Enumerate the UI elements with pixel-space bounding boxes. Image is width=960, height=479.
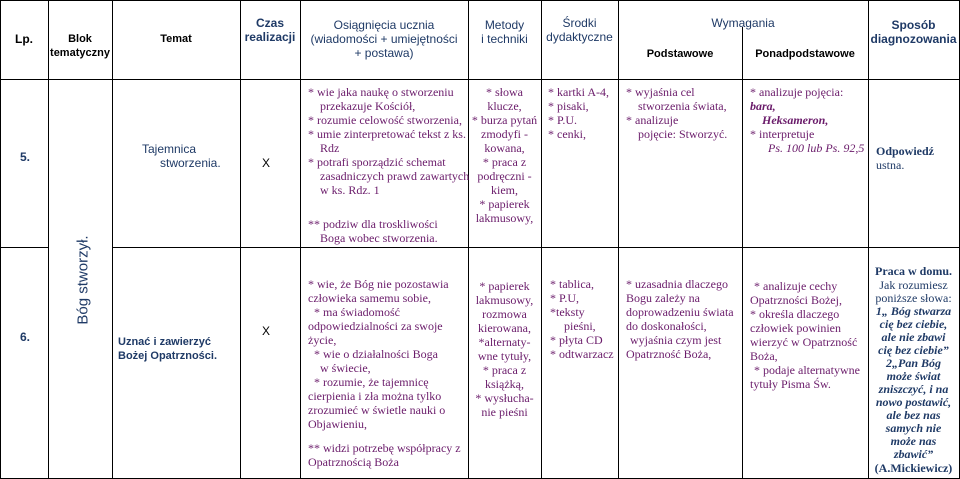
row-time: X <box>262 156 271 170</box>
achievement-line: * wie o działalności Boga <box>314 347 438 361</box>
method-line: * burza pytań <box>471 113 538 127</box>
diagnosis-line: ustna. <box>876 158 905 172</box>
resource-line: * cenki, <box>548 127 586 141</box>
header-temat: Temat <box>160 33 192 45</box>
requirement-line: wierzyć w Opatrzność <box>750 335 858 349</box>
header-czas-2: realizacji <box>244 30 296 44</box>
header-metody-1: Metody <box>484 18 525 32</box>
achievement-line: cierpienia i zła można tylko <box>308 389 442 403</box>
requirement-line: * wyjaśnia cel <box>626 85 695 99</box>
method-line: * praca z <box>482 363 527 377</box>
diagnosis-line: zbawić” <box>893 447 934 461</box>
row-number: 6. <box>20 330 31 344</box>
requirement-line: stworzenia świata, <box>638 99 727 113</box>
requirement-line: Opatrzność Boża, <box>626 347 712 361</box>
diagnosis-line: poniższe słowa: <box>875 291 952 305</box>
method-line: * papierek <box>479 279 530 293</box>
method-line: * papierek <box>479 197 530 211</box>
diagnosis-line: 2„Pan Bóg <box>885 356 941 370</box>
achievement-line: zasadniczych prawd zawartych <box>320 169 470 183</box>
header-osiagniecia-1: Osiągnięcia ucznia <box>333 18 435 32</box>
row-topic-line-1: Uznać i zawierzyć <box>118 336 211 348</box>
achievement-line: odpowiedzialności za swoje <box>308 319 443 333</box>
diagnosis-line: Odpowiedź <box>876 144 935 158</box>
blok-tematyczny-label: Bóg stworzył. <box>74 235 92 325</box>
resource-line: * P.U. <box>548 113 578 127</box>
requirement-line: bara, <box>750 99 776 113</box>
achievement-line: w ks. Rdz. 1 <box>320 183 380 197</box>
resource-line: *teksty <box>550 305 585 319</box>
diagnosis-line: 1„ Bóg stwarza <box>875 304 952 318</box>
requirement-line: * analizuje cechy <box>754 279 838 293</box>
achievement-line: człowieka samemu sobie, <box>308 291 431 305</box>
resource-line: * pisaki, <box>548 99 589 113</box>
diagnosis-line: ale bez nas <box>886 408 941 422</box>
requirement-line: pojęcie: Stworzyć. <box>638 127 728 141</box>
header-sposob-2: diagnozowania <box>870 32 957 46</box>
requirement-line: * analizuje <box>626 113 679 127</box>
diagnosis-line: ale nie zbawi <box>881 330 946 344</box>
row-topic-line-1: Tajemnica <box>142 142 197 156</box>
method-line: *alternaty- <box>478 335 531 349</box>
achievement-line: Boga wobec stworzenia. <box>320 231 438 245</box>
requirement-line: Opatrzności Bożej, <box>750 293 842 307</box>
header-osiagniecia-2: (wiadomości + umiejętności <box>310 32 458 46</box>
row-topic-line-2: stworzenia. <box>160 156 221 170</box>
diagnosis-line: nowo postawić, <box>875 395 952 409</box>
requirement-line: Ps. 100 lub Ps. 92,5 <box>768 141 865 155</box>
requirement-line: doprowadzeniu świata <box>626 305 734 319</box>
achievement-line: * umie zinterpretować tekst z ks. <box>308 127 466 141</box>
header-osiagniecia-3: + postawa) <box>354 46 414 60</box>
method-line: podręczni - <box>477 169 532 183</box>
requirement-line: Boża, <box>750 349 778 363</box>
achievement-line: * potrafi sporządzić schemat <box>308 155 446 169</box>
requirement-line: * podaje alternatywne <box>754 363 860 377</box>
requirement-line: wyjaśnia czym jest <box>630 333 722 347</box>
header-metody-2: i techniki <box>481 32 528 46</box>
achievement-line: życie, <box>308 333 337 347</box>
diagnosis-line: samych nie <box>885 421 942 435</box>
resource-line: * P.U, <box>550 291 580 305</box>
achievement-line: zrozumieć w świetle nauki o <box>308 403 446 417</box>
method-line: * wysłucha- <box>475 391 534 405</box>
header-srodki-1: Środki <box>562 16 597 30</box>
achievement-line: Objawieniu, <box>308 417 367 431</box>
achievement-line: ** podziw dla troskliwości <box>308 217 438 231</box>
achievement-line: Rdz <box>320 141 340 155</box>
diagnosis-line: cię bez ciebie” <box>878 343 949 357</box>
method-line: kiem, <box>491 183 518 197</box>
header-srodki-2: dydaktyczne <box>546 30 613 44</box>
row-topic-line-2: Bożej Opatrzności. <box>118 350 218 362</box>
resource-line: * tablica, <box>550 277 594 291</box>
achievement-line: * wie jaka naukę o stworzeniu <box>308 85 454 99</box>
requirement-line: * interpretuje <box>750 127 815 141</box>
achievement-line: * ma świadomość <box>314 305 400 319</box>
requirement-line: * analizuje pojęcia: <box>750 85 844 99</box>
header-wymagania: Wymagania <box>711 16 775 30</box>
diagnosis-line: może świat <box>886 369 941 383</box>
header-czas-1: Czas <box>255 16 284 30</box>
header-lp: Lp. <box>15 32 33 46</box>
row-number: 5. <box>20 150 31 164</box>
achievement-line: * wie, że Bóg nie pozostawia <box>308 277 449 291</box>
diagnosis-line: (A.Mickiewicz) <box>874 461 953 475</box>
method-line: książką, <box>485 377 524 391</box>
diagnosis-line: Jak rozumiesz <box>879 278 948 292</box>
row-time: X <box>262 324 271 338</box>
method-line: nie pieśni <box>481 405 528 419</box>
method-line: zmodyfi - <box>481 127 528 141</box>
achievement-line: przekazuje Kościół, <box>320 99 416 113</box>
resource-line: * kartki A-4, <box>548 85 609 99</box>
method-line: lakmusowy, <box>475 293 534 307</box>
method-line: wne tytuły, <box>477 349 532 363</box>
diagnosis-line: cię bez ciebie, <box>879 317 948 331</box>
header-blok: Blok tematyczny <box>50 33 110 59</box>
method-line: klucze, <box>487 99 522 113</box>
requirement-line: do doskonałości, <box>626 319 707 333</box>
requirement-line: * określa dlaczego <box>750 307 840 321</box>
resource-line: * odtwarzacz <box>550 347 614 361</box>
requirement-line: tytuły Pisma Św. <box>750 377 831 391</box>
header-podstawowe: Podstawowe <box>646 48 714 60</box>
method-line: * praca z <box>482 155 527 169</box>
header-ponadpodstawowe: Ponadpodstawowe <box>755 48 855 60</box>
method-line: * słowa <box>486 85 523 99</box>
diagnosis-line: Praca w domu. <box>875 264 952 278</box>
requirement-line: człowiek powinien <box>750 321 841 335</box>
resource-line: * płyta CD <box>550 333 603 347</box>
achievement-line: w świecie, <box>320 361 371 375</box>
method-line: rozmowa <box>482 307 527 321</box>
header-sposob-1: Sposób <box>891 18 936 32</box>
method-line: kierowana, <box>478 321 531 335</box>
resource-line: pieśni, <box>564 319 596 333</box>
method-line: kowana, <box>484 141 525 155</box>
achievement-line: * rozumie, że tajemnicę <box>314 375 429 389</box>
requirement-line: Bogu zależy na <box>626 291 700 305</box>
achievement-line: Opatrznością Boża <box>308 455 399 469</box>
requirement-line: * uzasadnia dlaczego <box>626 277 728 291</box>
diagnosis-line: może nas <box>890 434 937 448</box>
achievement-line: * rozumie celowość stworzenia, <box>308 113 462 127</box>
requirement-line: Heksameron, <box>762 113 829 127</box>
diagnosis-line: zniszczyć, i na <box>878 382 949 396</box>
method-line: lakmusowy, <box>475 211 534 225</box>
achievement-line: ** widzi potrzebę współpracy z <box>308 441 461 455</box>
